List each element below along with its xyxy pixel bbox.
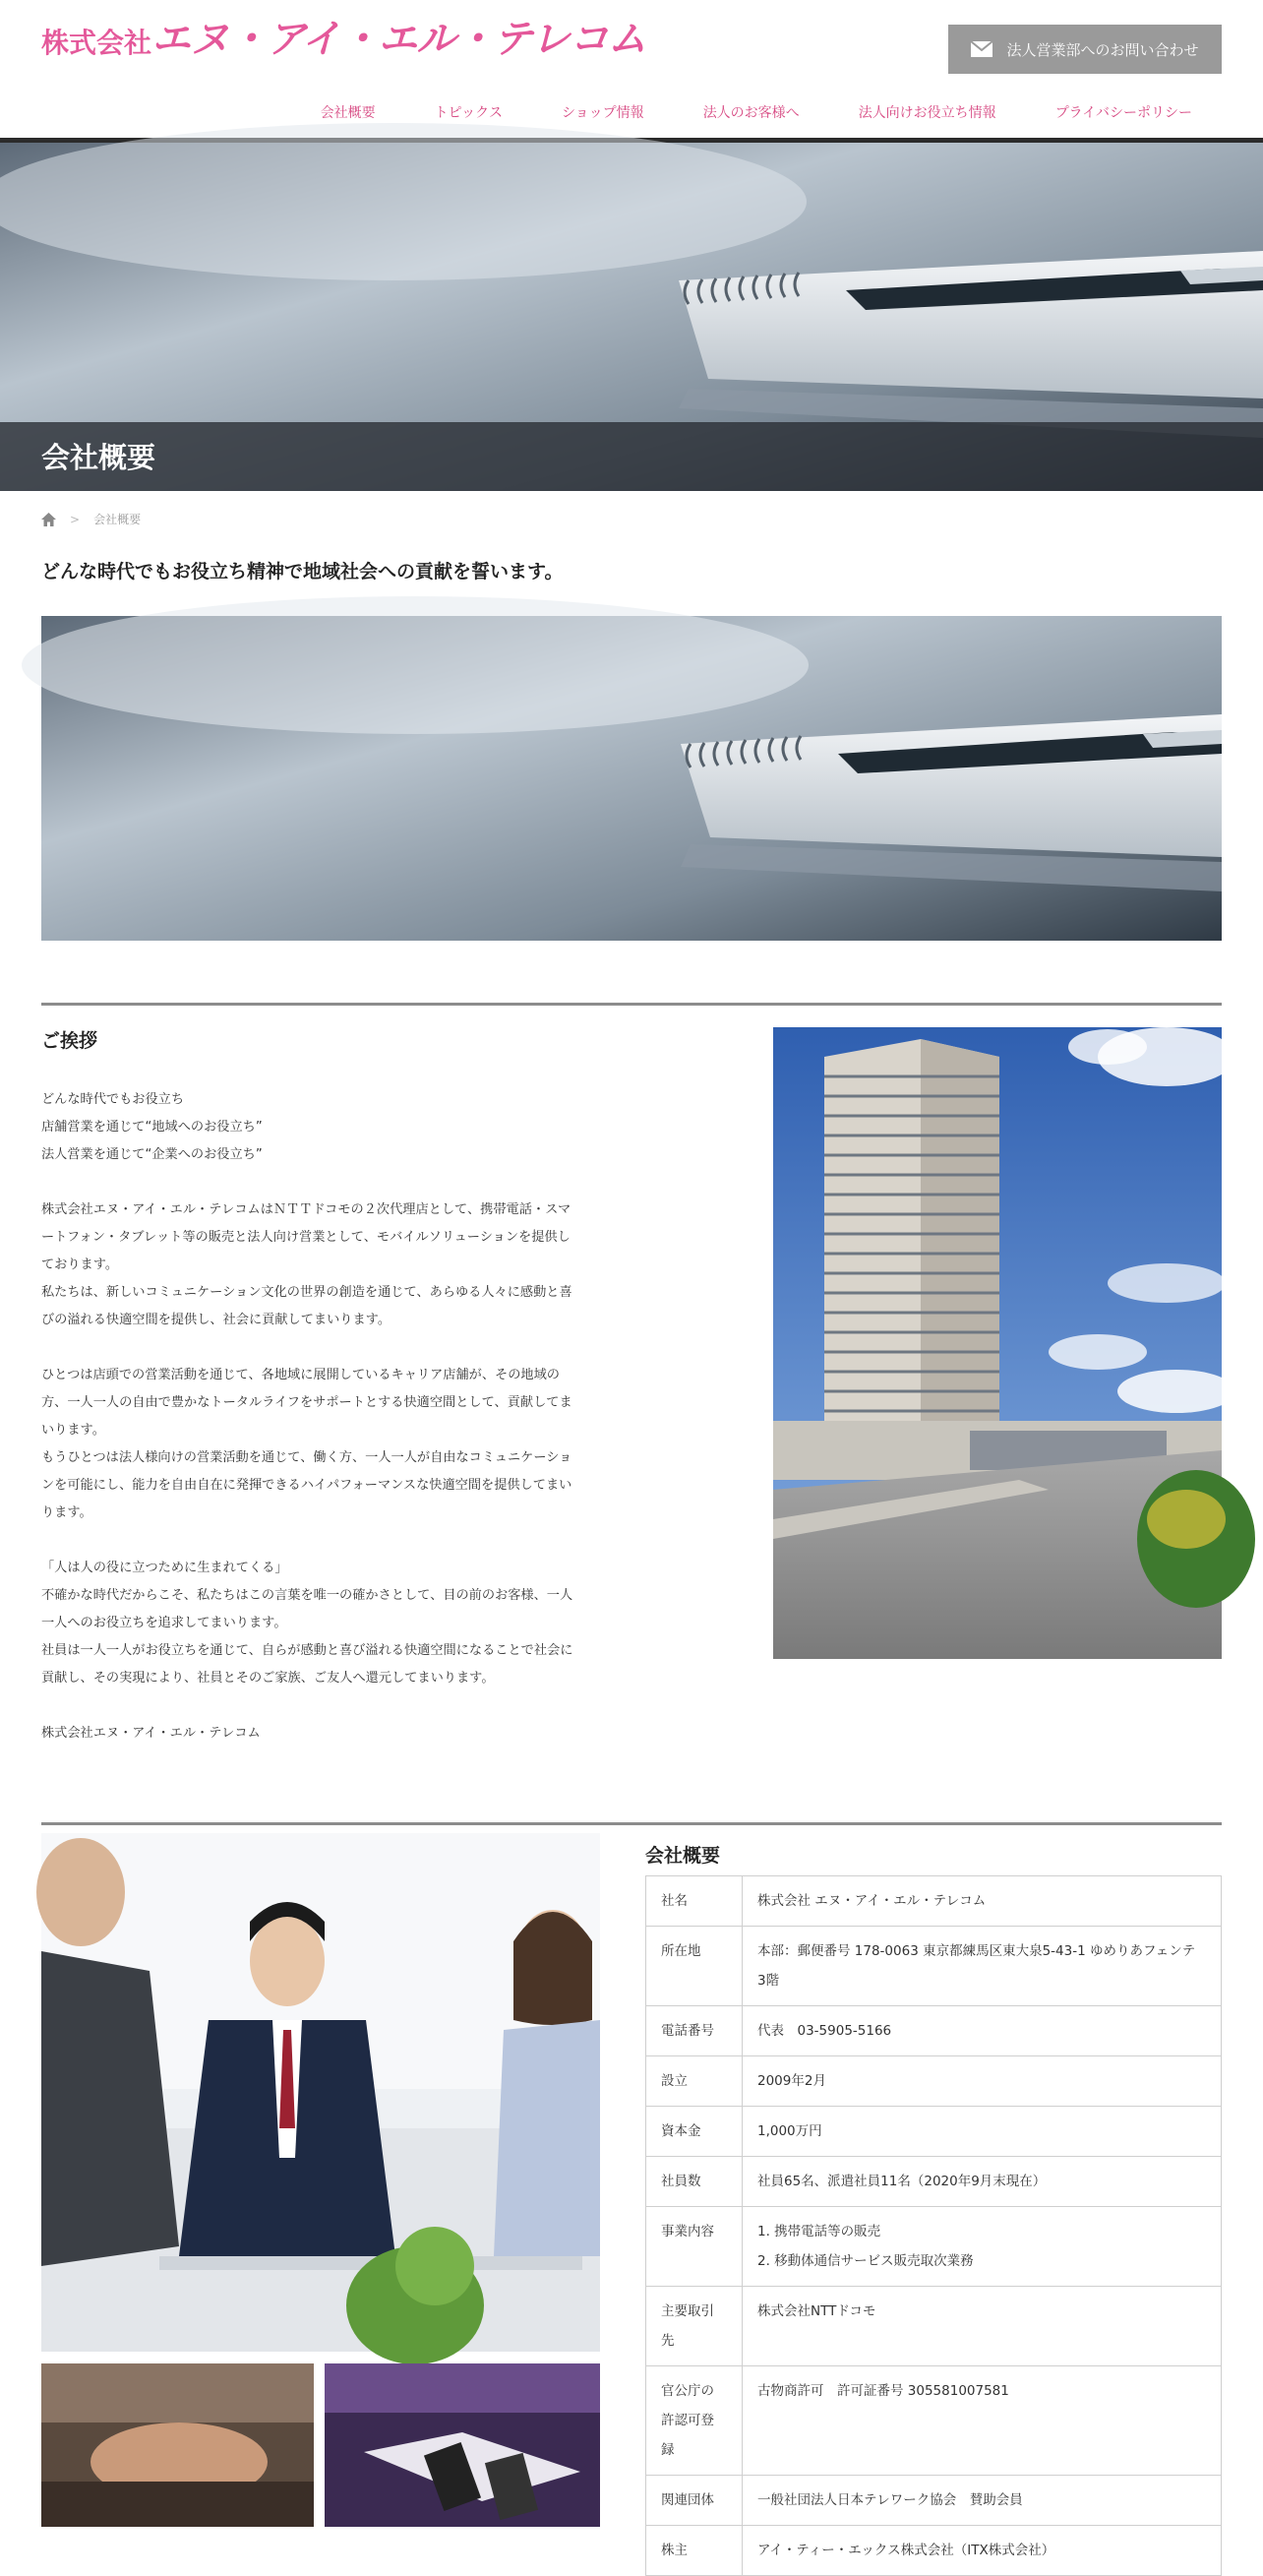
greeting-line: いります。	[41, 1423, 105, 1438]
company-info-row	[646, 1876, 1222, 1927]
greeting-line: 貢献し、その実現により、社員とそのご家族、ご友人へ還元してまいります。	[41, 1671, 495, 1686]
greeting-line: ンを可能にし、能力を自由自在に発揮できるハイパフォーマンスな快適空間を提供してまい	[41, 1478, 572, 1493]
company-info-value	[743, 2056, 1222, 2107]
company-info-value	[743, 2107, 1222, 2157]
greeting-line: 店舗営業を通じて“地域へのお役立ち”	[41, 1120, 263, 1135]
company-info-row	[646, 2157, 1222, 2207]
tower-image	[773, 1027, 1222, 1659]
company-info-title: 会社概要	[645, 1845, 721, 1867]
greeting-line: ートフォン・タブレット等の販売と法人向け営業として、モバイルソリューションを提供し	[41, 1230, 571, 1245]
company-divider	[41, 1822, 1222, 1825]
nav-item-company[interactable]: 会社概要	[320, 105, 376, 121]
company-info-value-line: 3階	[757, 1973, 780, 1989]
company-info-row	[646, 2107, 1222, 2157]
greeting-line: ひとつは店頭での営業活動を通じて、各地域に展開しているキャリア店舗が、その地域の	[41, 1368, 560, 1382]
company-info-value-line: 社員65名、派遣社員11名（2020年9月末現在）	[757, 2174, 1047, 2189]
company-info-row	[646, 2476, 1222, 2526]
company-info-key: 株主	[646, 2526, 743, 2576]
greeting-line: 株式会社エヌ・アイ・エル・テレコム	[41, 1726, 261, 1741]
handshake-photo	[41, 2363, 314, 2527]
smartphone-shop-photo	[325, 2363, 600, 2527]
greeting-line: ります。	[41, 1505, 92, 1520]
site-logo[interactable]	[41, 8, 646, 64]
company-info-row	[646, 2207, 1222, 2287]
greeting-divider	[41, 1003, 1222, 1006]
company-info-value-line: 株式会社NTTドコモ	[757, 2303, 876, 2319]
company-info-value-line: 代表 03-5905-5166	[757, 2023, 892, 2039]
contact-button-label: 法人営業部へのお問い合わせ	[1006, 40, 1199, 59]
company-info-value	[743, 2476, 1222, 2526]
hero-title-bar	[0, 422, 1263, 491]
company-info-key: 設立	[646, 2056, 743, 2107]
company-info-value-line: 1,000万円	[757, 2123, 822, 2139]
company-info-value	[743, 2006, 1222, 2056]
nav-item-corporate[interactable]: 法人のお客様へ	[702, 105, 800, 121]
meeting-photo	[41, 1833, 600, 2352]
company-info-row	[646, 2526, 1222, 2576]
greeting-blank-line	[41, 1334, 612, 1362]
company-info-value-line: アイ・ティー・エックス株式会社（ITX株式会社）	[757, 2543, 1055, 2558]
greeting-line: 方、一人一人の自由で豊かなトータルライフをサポートとする快適空間として、貢献してま	[41, 1395, 572, 1410]
company-info-value	[743, 1876, 1222, 1927]
company-info-value	[743, 1927, 1222, 2006]
greeting-title: ご挨拶	[41, 1030, 98, 1052]
smartphone-display-image	[325, 2363, 600, 2527]
company-info-row	[646, 2366, 1222, 2476]
mail-icon	[971, 41, 992, 57]
business-meeting-image	[41, 1833, 600, 2352]
company-info-value	[743, 2526, 1222, 2576]
company-info-row	[646, 2006, 1222, 2056]
logo-prefix: 株式会社	[41, 27, 152, 59]
hero-banner	[0, 143, 1263, 491]
contact-button[interactable]	[948, 25, 1222, 74]
company-info-value-line: 株式会社 エヌ・アイ・エル・テレコム	[757, 1893, 987, 1909]
home-icon[interactable]	[41, 513, 56, 526]
greeting-line: 不確かな時代だからこそ、私たちはこの言葉を唯一の確かさとして、目の前のお客様、一人	[41, 1588, 573, 1603]
notebook-photo	[41, 616, 1222, 941]
company-info-table	[645, 1875, 1222, 2576]
banner-image	[41, 616, 1222, 941]
nav-item-useful-info[interactable]: 法人向けお役立ち情報	[858, 105, 996, 121]
greeting-line: ております。	[41, 1257, 119, 1272]
company-info-row	[646, 2056, 1222, 2107]
company-info-value-line: 古物商許可 許可証番号 305581007581	[757, 2383, 1009, 2399]
building-photo	[773, 1027, 1222, 1659]
company-info-key: 主要取引 先	[646, 2287, 743, 2366]
company-info-value	[743, 2366, 1222, 2476]
company-info-key: 関連団体	[646, 2476, 743, 2526]
company-info-value-line: 2. 移動体通信サービス販売取次業務	[757, 2253, 974, 2269]
company-info-key: 社名	[646, 1876, 743, 1927]
nav-item-topics[interactable]: トピックス	[434, 105, 503, 121]
company-info-key: 事業内容	[646, 2207, 743, 2287]
company-info-key: 電話番号	[646, 2006, 743, 2056]
page-title: 会社概要	[41, 441, 156, 474]
greeting-blank-line	[41, 1169, 612, 1196]
nav-item-privacy[interactable]: プライバシーポリシー	[1054, 105, 1192, 121]
breadcrumb-current: 会社概要	[93, 513, 142, 526]
company-info-value	[743, 2207, 1222, 2287]
greeting-line: 法人営業を通じて“企業へのお役立ち”	[41, 1147, 263, 1162]
greeting-line: もうひとつは法人様向けの営業活動を通じて、働く方、一人一人が自由なコミュニケーショ	[41, 1450, 572, 1465]
company-info-value-line: 2009年2月	[757, 2073, 826, 2089]
company-info-value	[743, 2157, 1222, 2207]
company-info-row	[646, 1927, 1222, 2006]
company-info-value	[743, 2287, 1222, 2366]
site-header	[0, 0, 1263, 143]
greeting-body	[41, 1086, 612, 1748]
company-info-value-line: 1. 携帯電話等の販売	[757, 2224, 881, 2239]
page-tagline: どんな時代でもお役立ち精神で地域社会への貢献を誓います。	[41, 561, 564, 583]
nav-item-shops[interactable]: ショップ情報	[561, 105, 644, 121]
greeting-line: どんな時代でもお役立ち	[41, 1092, 185, 1107]
greeting-line: 私たちは、新しいコミュニケーション文化の世界の創造を通じて、あらゆる人々に感動と喜	[41, 1285, 572, 1300]
breadcrumb-separator: >	[70, 512, 81, 526]
greeting-line: 株式会社エヌ・アイ・エル・テレコムはＮＴＴドコモの２次代理店として、携帯電話・スマ	[41, 1202, 571, 1217]
company-info-key: 官公庁の 許認可登 録	[646, 2366, 743, 2476]
greeting-line: びの溢れる快適空間を提供し、社会に貢献してまいります。	[41, 1313, 391, 1327]
company-info-row	[646, 2287, 1222, 2366]
greeting-line: 「人は人の役に立つために生まれてくる」	[41, 1561, 288, 1575]
logo-main: エヌ・アイ・エル・テレコム	[151, 17, 646, 62]
breadcrumb	[41, 511, 141, 527]
company-info-key: 社員数	[646, 2157, 743, 2207]
handshake-image	[41, 2363, 314, 2527]
company-info-key: 資本金	[646, 2107, 743, 2157]
greeting-blank-line	[41, 1692, 612, 1720]
company-info-value-line: 一般社団法人日本テレワーク協会 賛助会員	[757, 2492, 1023, 2508]
company-info-value-line: 本部：郵便番号 178-0063 東京都練馬区東大泉5-43-1 ゆめりあフェンテ	[757, 1943, 1196, 1959]
greeting-line: 社員は一人一人がお役立ちを通じて、自らが感動と喜び溢れる快適空間になることで社会に	[41, 1643, 573, 1658]
greeting-line: 一人へのお役立ちを追求してまいります。	[41, 1616, 287, 1630]
greeting-blank-line	[41, 1527, 612, 1555]
company-info-key: 所在地	[646, 1927, 743, 2006]
